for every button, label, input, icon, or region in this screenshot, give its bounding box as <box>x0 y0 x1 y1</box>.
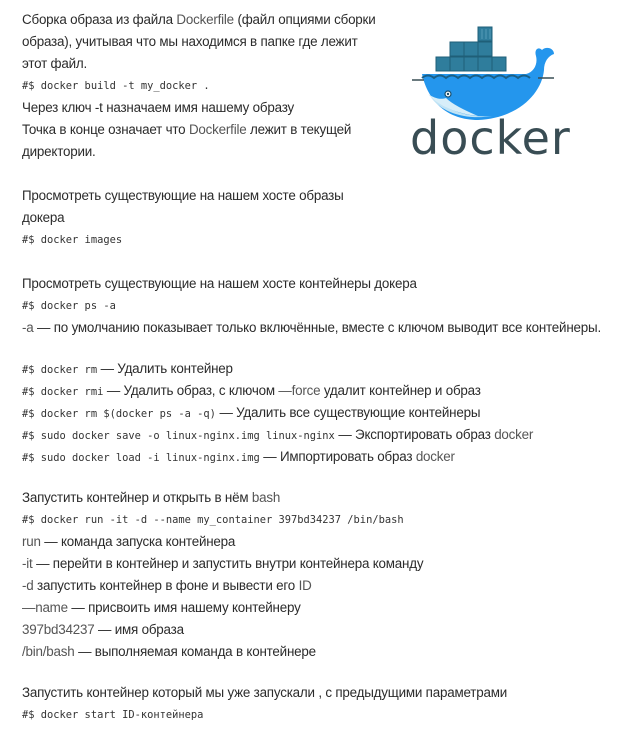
section-build <box>22 9 622 163</box>
command-line: #$ docker ps -a <box>22 300 116 312</box>
command-line: #$ docker start ID-контейнера <box>22 709 204 721</box>
flag: -a <box>22 320 34 335</box>
param-key: -d <box>22 578 34 593</box>
command-line: #$ docker images <box>22 234 123 246</box>
section-start <box>22 682 622 726</box>
section-ps <box>22 273 622 339</box>
param-line <box>22 597 622 619</box>
text: — по умолчанию показывает только включённые, вместе с ключом выводит все контейнеры. <box>33 320 601 335</box>
term: bash <box>251 490 281 505</box>
param-desc: — имя образа <box>94 622 184 637</box>
text: лежит в текущей <box>246 122 352 137</box>
param-line <box>22 553 622 575</box>
dockerfile-term: Dockerfile <box>176 12 234 27</box>
command: #$ docker rm <box>22 364 98 376</box>
paragraph-line: Просмотреть существующие на нашем хосте образы <box>22 188 344 203</box>
command-item <box>22 446 622 468</box>
param-desc: — перейти в контейнер и запустить внутри контейнера команду <box>32 556 424 571</box>
text: Точка в конце означает что <box>22 122 189 137</box>
command-item <box>22 402 622 424</box>
description: удалит контейнер и образ <box>320 383 481 398</box>
paragraph-line <box>22 9 392 31</box>
note-line <box>22 119 622 141</box>
spacer <box>22 663 622 682</box>
spacer <box>22 251 622 273</box>
param-line <box>22 575 622 597</box>
section-manage <box>22 358 622 468</box>
paragraph-line: Просмотреть существующие на нашем хосте контейнеры докера <box>22 276 417 291</box>
text: Сборка образа из файла <box>22 12 177 27</box>
description: — Экспортировать образ <box>334 427 495 442</box>
term: ID <box>298 578 312 593</box>
text: (файл опциями сборки <box>233 12 376 27</box>
param-key: run <box>22 534 41 549</box>
description: — Удалить образ, с ключом <box>103 383 279 398</box>
spacer <box>22 339 622 358</box>
command-item <box>22 380 622 402</box>
description: — Импортировать образ <box>259 449 416 464</box>
description: — Удалить контейнер <box>97 361 233 376</box>
command-line: #$ docker build -t my_docker . <box>22 80 210 92</box>
text: Запустить контейнер и открыть в нём <box>22 490 252 505</box>
param-line <box>22 619 622 641</box>
paragraph-line <box>22 487 622 509</box>
spacer <box>22 163 622 185</box>
term: docker <box>415 449 455 464</box>
term: docker <box>494 427 534 442</box>
docker-wordmark: docker <box>410 111 571 162</box>
note-line: директории. <box>22 144 96 159</box>
section-images <box>22 185 622 251</box>
param-key: -it <box>22 556 33 571</box>
paragraph-line: этот файл. <box>22 56 88 71</box>
param-key: —name <box>22 600 68 615</box>
param-desc: — выполняемая команда в контейнере <box>74 644 316 659</box>
dockerfile-term: Dockerfile <box>188 122 247 137</box>
param-key: /bin/bash <box>22 644 75 659</box>
spacer <box>22 468 622 487</box>
document-body <box>22 9 622 726</box>
param-line <box>22 641 622 663</box>
param-line <box>22 531 622 553</box>
command: #$ sudo docker save -o linux-nginx.img linux-nginx <box>22 430 335 442</box>
note-line <box>22 317 622 339</box>
section-run <box>22 487 622 663</box>
paragraph-line: Запустить контейнер который мы уже запускали , с предыдущими параметрами <box>22 685 507 700</box>
command: #$ docker rm $(docker ps -a -q) <box>22 408 216 420</box>
command-line: #$ docker run -it -d --name my_container 397bd34237 /bin/bash <box>22 514 404 526</box>
command: #$ sudo docker load -i linux-nginx.img <box>22 452 260 464</box>
description: — Удалить все существующие контейнеры <box>215 405 481 420</box>
param-desc: запустить контейнер в фоне и вывести его <box>33 578 299 593</box>
param-key: 397bd34237 <box>22 622 95 637</box>
paragraph-line: образа), учитывая что мы находимся в папке где лежит <box>22 34 358 49</box>
param-desc: — присвоить имя нашему контейнеру <box>67 600 301 615</box>
note-line: Через ключ -t назначаем имя нашему образу <box>22 100 294 115</box>
command-item <box>22 424 622 446</box>
flag: —force <box>278 383 321 398</box>
param-desc: — команда запуска контейнера <box>40 534 236 549</box>
command-item <box>22 358 622 380</box>
command: #$ docker rmi <box>22 386 104 398</box>
paragraph-line: докера <box>22 210 65 225</box>
